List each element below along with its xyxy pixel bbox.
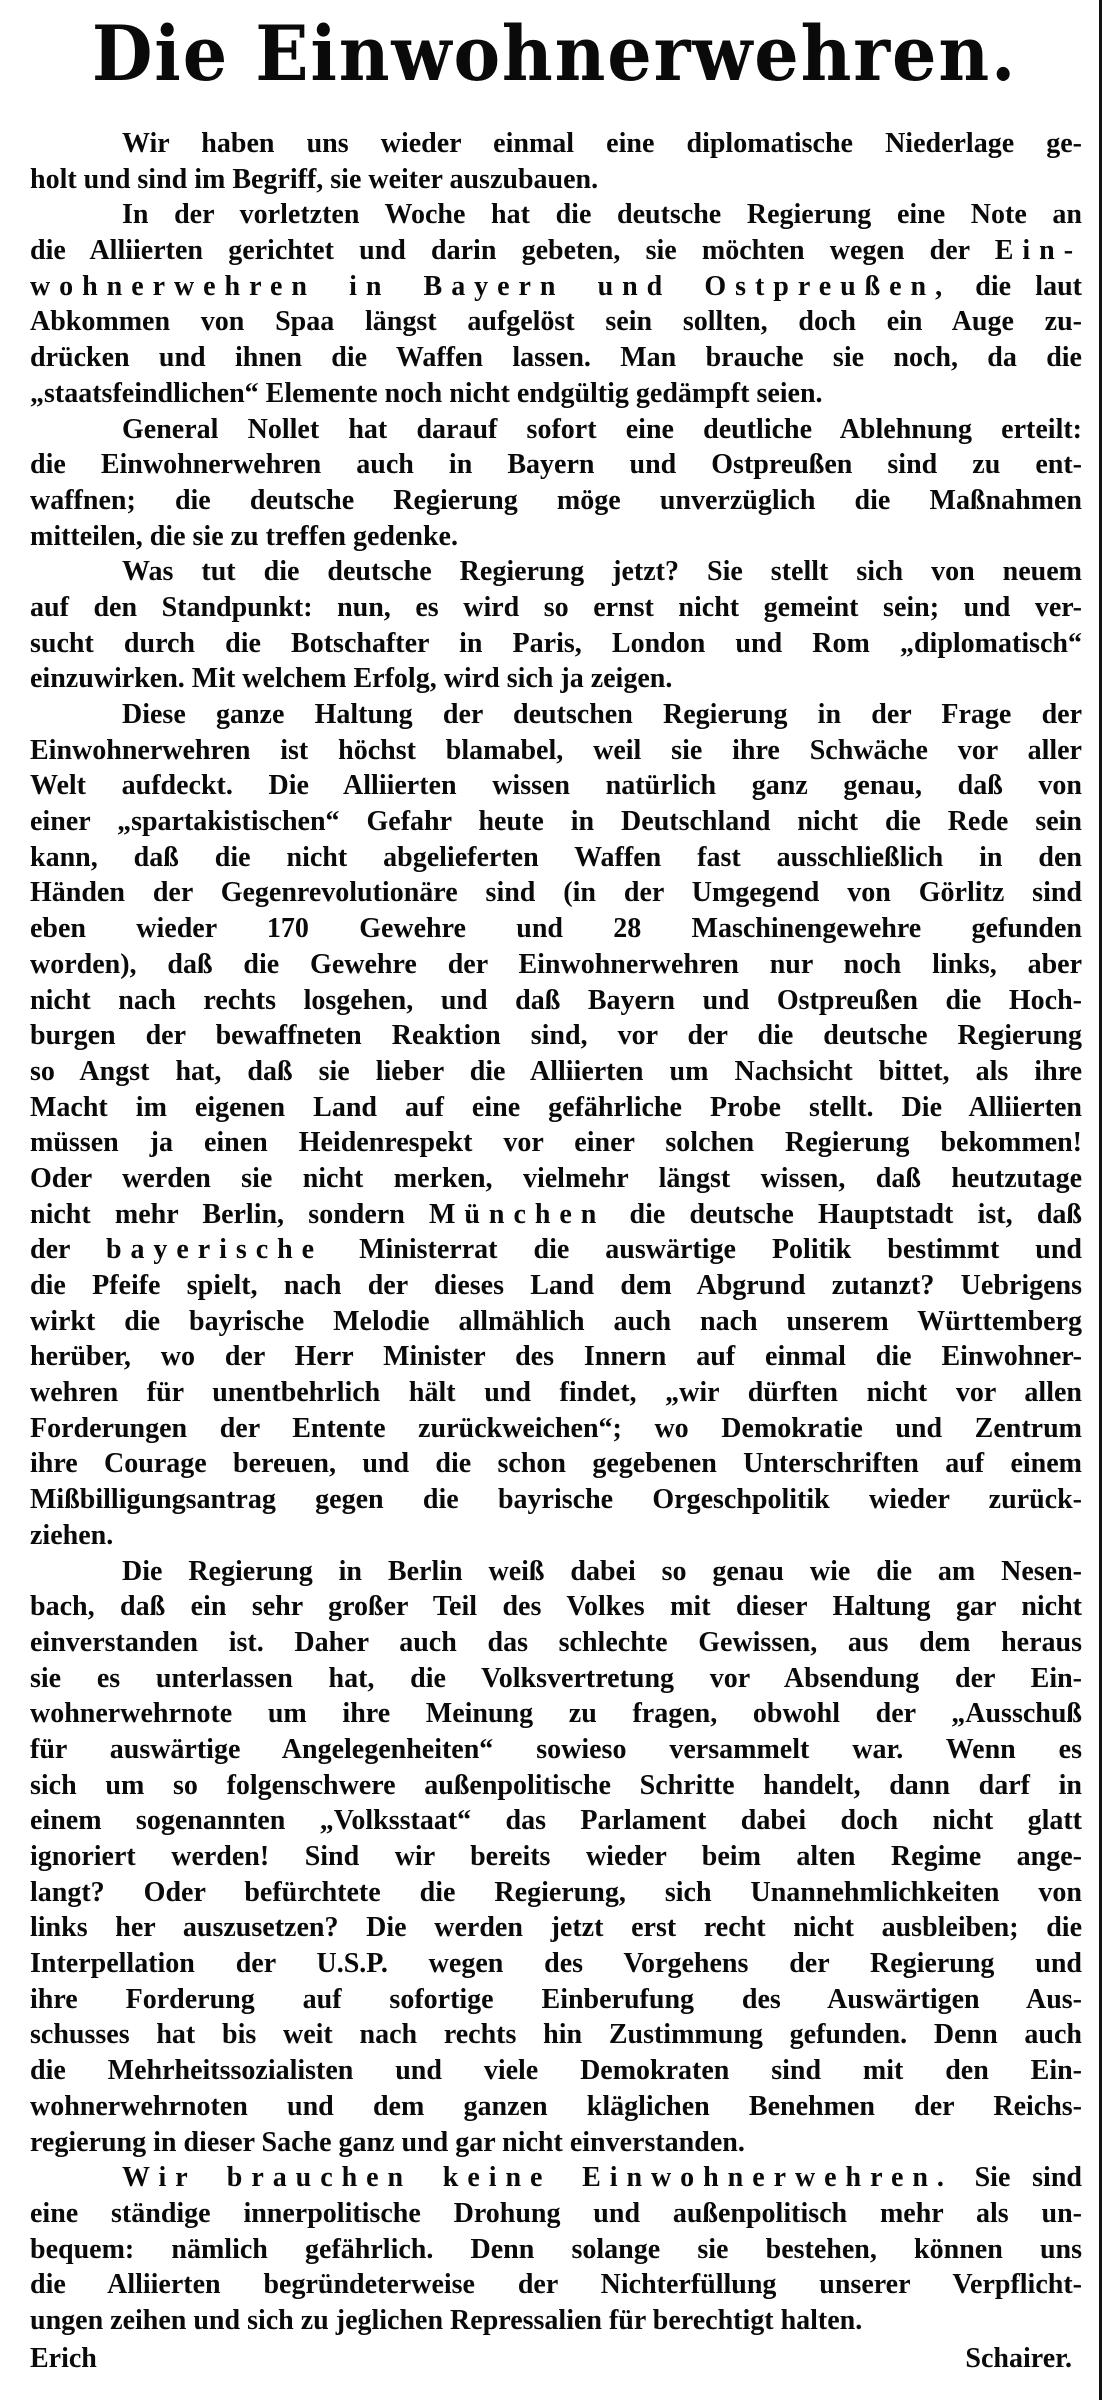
text-line: [30, 2267, 1082, 2303]
text-line: [30, 1232, 1082, 1268]
text-line: [30, 2125, 1082, 2161]
text-line: [30, 1732, 1082, 1768]
text-segment: Wir haben uns wieder einmal eine diplomatische Niederlage ge-: [122, 128, 1082, 159]
text-line: [30, 1839, 1082, 1875]
text-line: [30, 554, 1082, 590]
article-title: Die Einwohnerwehren.: [91, 9, 1018, 98]
text-line: [30, 1982, 1082, 2018]
text-line: [30, 875, 1082, 911]
emphasized-text: wohnerwehren in Bayern und Ostpreußen,: [30, 270, 952, 302]
text-segment: auf den Standpunkt: nun, es wird so ernst nicht gemeint sein; und ver-: [30, 591, 1082, 623]
text-segment: Abkommen von Spaa längst aufgelöst sein sollten, doch ein Auge zu-: [30, 306, 1082, 338]
text-segment: ziehen.: [30, 1519, 114, 1551]
text-line: [30, 1589, 1082, 1625]
text-segment: Mißbilligungsantrag gegen die bayrische Orgeschpolitik wieder zurück-: [30, 1484, 1082, 1516]
text-line: [30, 1875, 1082, 1911]
text-segment: regierung in dieser Sache ganz und gar nicht einverstanden.: [30, 2126, 745, 2158]
text-segment: langt? Oder befürchtete die Regierung, sich Unannehmlichkeiten von: [30, 1876, 1082, 1908]
text-segment: Welt aufdeckt. Die Alliierten wissen natürlich ganz genau, daß von: [30, 770, 1082, 802]
text-segment: Macht im eigenen Land auf eine gefährliche Probe stellt. Die Alliierten: [30, 1091, 1082, 1123]
text-line: [30, 447, 1082, 483]
text-segment: bach, daß ein sehr großer Teil des Volkes mit dieser Haltung gar nicht: [30, 1591, 1082, 1623]
text-line: [30, 1910, 1082, 1946]
text-line: [30, 233, 1082, 269]
text-line: [30, 304, 1082, 340]
text-segment: Interpellation der U.S.P. wegen des Vorgehens der Regierung und: [30, 1948, 1082, 1980]
text-line: [30, 1090, 1082, 1126]
text-segment: links her auszusetzen? Die werden jetzt erst recht nicht ausbleiben; die: [30, 1912, 1082, 1944]
author-signature: Erich Schairer.: [30, 2342, 1072, 2374]
paragraph: [30, 2160, 1082, 2338]
text-line: [30, 947, 1082, 983]
text-line: [30, 1268, 1082, 1304]
text-segment: sie es unterlassen hat, die Volksvertretung vor Absendung der Ein-: [30, 1662, 1082, 1694]
text-segment: nicht mehr Berlin, sondern: [30, 1198, 429, 1230]
text-segment: Sie sind: [952, 2162, 1082, 2194]
paragraph: [30, 126, 1082, 197]
text-segment: ihre Forderung auf sofortige Einberufung des Auswärtigen Aus-: [30, 1983, 1082, 2015]
text-line: [30, 1482, 1082, 1518]
text-line: [30, 661, 1082, 697]
text-line: [30, 1411, 1082, 1447]
text-line: [30, 983, 1082, 1019]
text-line: [30, 519, 1082, 555]
text-line: [30, 197, 1082, 233]
text-line: [30, 2196, 1082, 2232]
text-line: [30, 1375, 1082, 1411]
text-line: [30, 1125, 1082, 1161]
text-line: [30, 1518, 1082, 1554]
text-segment: sich um so folgenschwere außenpolitische Schritte handelt, dann darf in: [30, 1769, 1082, 1801]
text-line: [30, 376, 1082, 412]
paragraph: [30, 1554, 1082, 2161]
text-segment: eben wieder 170 Gewehre und 28 Maschinengewehre gefunden: [30, 913, 1082, 945]
text-segment: Diese ganze Haltung der deutschen Regierung in der Frage der: [122, 699, 1082, 730]
emphasized-text: Wir brauchen keine Einwohnerwehren.: [122, 2162, 953, 2194]
text-segment: Ministerrat die auswärtige Politik bestimmt und: [323, 1234, 1083, 1266]
text-line: [30, 1803, 1082, 1839]
text-segment: holt und sind im Begriff, sie weiter auszubauen.: [30, 163, 599, 195]
text-line: [30, 1768, 1082, 1804]
text-segment: einer „spartakistischen“ Gefahr heute in Deutschland nicht die Rede sein: [30, 806, 1082, 838]
text-segment: Forderungen der Entente zurückweichen“; wo Demokratie und Zentrum: [30, 1412, 1082, 1444]
text-line: [30, 733, 1082, 769]
text-segment: schusses hat bis weit nach rechts hin Zustimmung gefunden. Denn auch: [30, 2019, 1082, 2051]
text-segment: In der vorletzten Woche hat die deutsche Regierung eine Note an: [122, 199, 1082, 231]
text-segment: wohnerwehrnoten und dem ganzen kläglichen Benehmen der Reichs-: [30, 2090, 1082, 2122]
text-line: [30, 1197, 1082, 1233]
text-segment: Oder werden sie nicht merken, vielmehr längst wissen, daß heutzutage: [30, 1162, 1082, 1194]
emphasized-text: bayerische: [105, 1234, 324, 1266]
text-line: [30, 768, 1082, 804]
text-segment: ignoriert werden! Sind wir bereits wieder beim alten Regime ange-: [30, 1841, 1082, 1872]
text-segment: einzuwirken. Mit welchem Erfolg, wird sich ja zeigen.: [30, 663, 673, 695]
paragraph: [30, 554, 1082, 697]
text-segment: ihre Courage bereuen, und die schon gegebenen Unterschriften auf einem: [30, 1448, 1082, 1480]
text-segment: die deutsche Hauptstadt ist, daß: [605, 1198, 1082, 1230]
text-line: [30, 626, 1082, 662]
text-segment: für auswärtige Angelegenheiten“ sowieso versammelt war. Wenn es: [30, 1733, 1082, 1765]
text-line: [30, 1161, 1082, 1197]
text-segment: nicht nach rechts losgehen, und daß Bayern und Ostpreußen die Hoch-: [30, 984, 1082, 1016]
text-line: [30, 1696, 1082, 1732]
text-line: [30, 1018, 1082, 1054]
text-line: [30, 804, 1082, 840]
text-segment: waffnen; die deutsche Regierung möge unverzüglich die Maßnahmen: [30, 484, 1082, 516]
text-line: [30, 2303, 1082, 2339]
text-segment: burgen der bewaffneten Reaktion sind, vor der die deutsche Regierung: [30, 1020, 1082, 1052]
text-segment: der: [30, 1234, 106, 1266]
text-segment: worden), daß die Gewehre der Einwohnerwehren nur noch links, aber: [30, 948, 1082, 980]
text-segment: General Nollet hat darauf sofort eine deutliche Ablehnung erteilt:: [122, 413, 1082, 445]
text-line: [30, 697, 1082, 733]
text-segment: Händen der Gegenrevolutionäre sind (in der Umgegend von Görlitz sind: [30, 877, 1082, 909]
text-segment: die Alliierten gerichtet und darin gebeten, sie möchten wegen der: [30, 235, 995, 267]
text-segment: die Pfeife spielt, nach der dieses Land dem Abgrund zutanzt? Uebrigens: [30, 1270, 1082, 1301]
text-line: [30, 1339, 1082, 1375]
text-segment: drücken und ihnen die Waffen lassen. Man brauche sie noch, da die: [30, 342, 1082, 374]
article-body: [30, 126, 1082, 2379]
text-line: [30, 269, 1082, 305]
text-line: [30, 911, 1082, 947]
text-segment: Die Regierung in Berlin weiß dabei so genau wie die am Nesen-: [122, 1555, 1082, 1587]
text-segment: die Mehrheitssozialisten und viele Demokraten sind mit den Ein-: [30, 2055, 1082, 2087]
text-line: [30, 840, 1082, 876]
text-segment: die Alliierten begründeterweise der Nichterfüllung unserer Verpflicht-: [30, 2269, 1082, 2301]
paragraph: [30, 197, 1082, 411]
text-line: [30, 590, 1082, 626]
text-line: [30, 1625, 1082, 1661]
text-line: [30, 1661, 1082, 1697]
emphasized-text: München: [429, 1198, 606, 1230]
text-line: [30, 2053, 1082, 2089]
text-line: [30, 2089, 1082, 2125]
text-segment: einverstanden ist. Daher auch das schlechte Gewissen, aus dem heraus: [30, 1626, 1082, 1658]
text-segment: „staatsfeindlichen“ Elemente noch nicht endgültig gedämpft seien.: [30, 377, 823, 409]
text-segment: so Angst hat, daß sie lieber die Alliierten um Nachsicht bittet, als ihre: [30, 1055, 1082, 1087]
text-line: [30, 1946, 1082, 1982]
text-segment: ungen zeihen und sich zu jeglichen Repressalien für berechtigt halten.: [30, 2304, 863, 2336]
text-segment: kann, daß die nicht abgelieferten Waffen fast ausschließlich in den: [30, 841, 1082, 873]
text-line: [30, 412, 1082, 448]
text-line: [30, 1446, 1082, 1482]
text-segment: die laut: [951, 270, 1082, 302]
text-line: [30, 340, 1082, 376]
paragraph: [30, 697, 1082, 1554]
text-line: [30, 1304, 1082, 1340]
text-segment: mitteilen, die sie zu treffen gedenke.: [30, 520, 458, 552]
text-segment: sucht durch die Botschafter in Paris, London und Rom „diplomatisch“: [30, 627, 1082, 659]
text-line: [30, 2017, 1082, 2053]
text-segment: wehren für unentbehrlich hält und findet, „wir dürften nicht vor allen: [30, 1377, 1082, 1409]
text-line: [30, 1054, 1082, 1090]
text-segment: wohnerwehrnote um ihre Meinung zu fragen, obwohl der „Ausschuß: [30, 1698, 1082, 1730]
text-segment: eine ständige innerpolitische Drohung und außenpolitisch mehr als un-: [30, 2197, 1082, 2229]
column-rule: [1099, 0, 1102, 2400]
text-segment: einem sogenannten „Volksstaat“ das Parlament dabei doch nicht glatt: [30, 1805, 1082, 1837]
text-line: [30, 483, 1082, 519]
paragraph: [30, 412, 1082, 555]
text-segment: müssen ja einen Heidenrespekt vor einer solchen Regierung bekommen!: [30, 1127, 1082, 1159]
text-line: [30, 2232, 1082, 2268]
text-segment: die Einwohnerwehren auch in Bayern und Ostpreußen sind zu ent-: [30, 449, 1082, 481]
text-line: [30, 2160, 1082, 2196]
text-line: [30, 1554, 1082, 1590]
text-line: [30, 162, 1082, 198]
text-segment: Einwohnerwehren ist höchst blamabel, weil sie ihre Schwäche vor aller: [30, 734, 1082, 766]
text-segment: herüber, wo der Herr Minister des Innern auf einmal die Einwohner-: [30, 1341, 1082, 1373]
emphasized-text: Ein-: [994, 235, 1082, 267]
text-line: [30, 126, 1082, 162]
text-segment: wirkt die bayrische Melodie allmählich auch nach unserem Württemberg: [30, 1305, 1082, 1337]
text-segment: Was tut die deutsche Regierung jetzt? Sie stellt sich von neuem: [122, 556, 1082, 588]
text-segment: bequem: nämlich gefährlich. Denn solange sie bestehen, können uns: [30, 2233, 1082, 2265]
